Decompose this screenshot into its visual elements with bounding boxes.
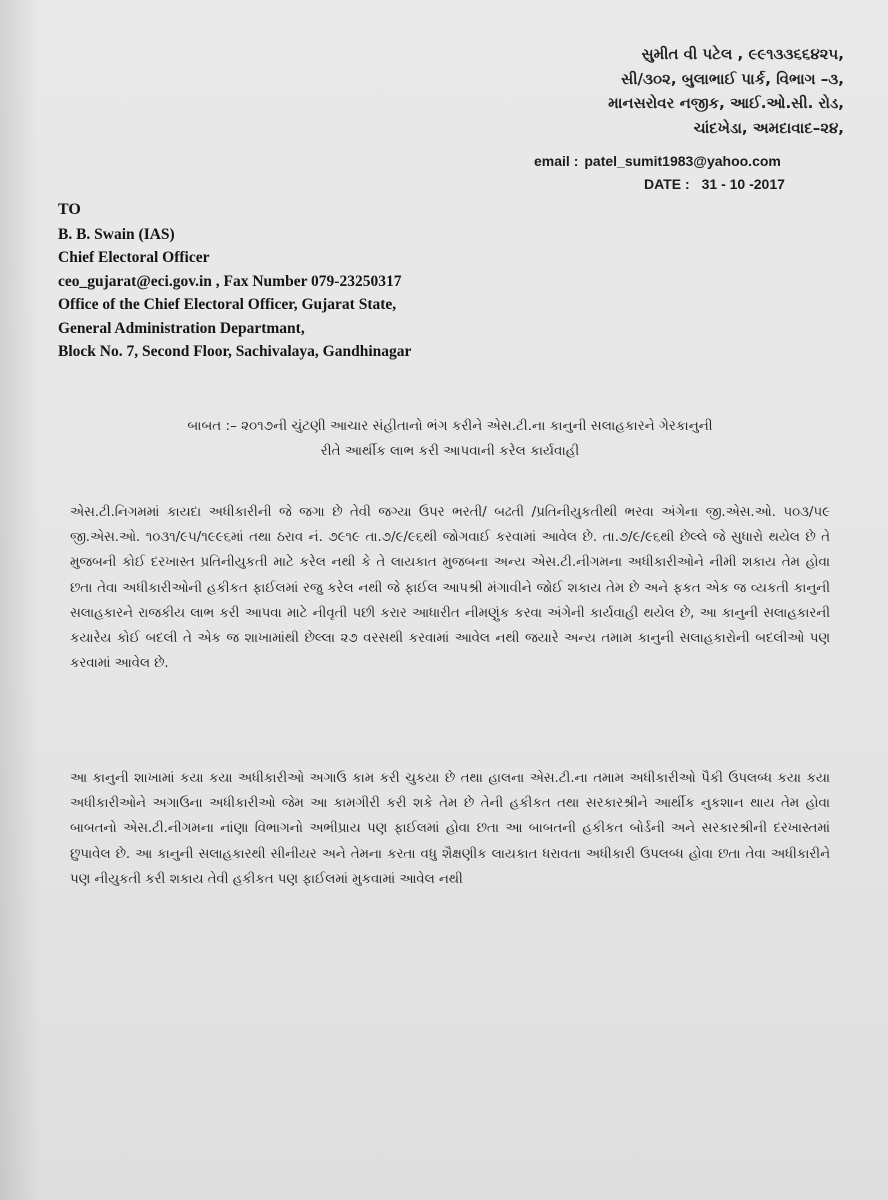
- letter-date-line: [644, 176, 785, 192]
- page-shadow: [0, 0, 40, 1200]
- recipient-block: [58, 198, 411, 364]
- recipient-office: Office of the Chief Electoral Officer, Gujarat State,: [58, 296, 397, 313]
- sender-address-line-1: સી/૩૦૨, બુલાભાઈ પાર્ક, વિભાગ –૩,: [621, 69, 844, 88]
- recipient-name: B. B. Swain (IAS): [58, 225, 175, 243]
- recipient-title: Chief Electoral Officer: [58, 249, 210, 266]
- recipient-address: Block No. 7, Second Floor, Sachivalaya, Gandhinagar: [58, 343, 412, 360]
- sender-address-line-3: ચાંદખેડા, અમદાવાદ–૨૪,: [693, 118, 844, 137]
- sender-email-line: [534, 153, 781, 169]
- body-paragraph-2: આ કાનુની શાખામાં કયા કયા અધીકારીઓ અગાઉ કામ કરી ચુકયા છે તથા હાલના એસ.ટી.ના તમામ અધીકારીઓ પૈકી ઉપલબ્ધ કયા કયા અધીકારીઓને અગાઉના અધીકારીઓ જેમ આ કામગીરી કરી શકે તેમ છે તેની હકીકત તથા સરકારશ્રીને આર્થીક નુકશાન થાય તેમ હોવા બાબતનો એસ.ટી.નીગમના નાંણા વિભાગનો અભીપ્રાય પણ ફાઈલમાં હોવા છતા આ બાબતની હકીકત બોર્ડની અને સરકારશ્રીની દરખાસ્તમાં છુપાવેલ છે. આ કાનુની સલાહકારથી સીનીયર અને તેમના કરતા વધુ શૈક્ષણીક લાયકાત ધરાવતા અધીકારી ઉપલબ્ધ હોવા છતા તેવા અધીકારીને પણ નીયુકતી કરી શકાય તેવી હકીકત પણ ફાઈલમાં મુકવામાં આવેલ નથી: [70, 771, 830, 887]
- sender-name-phone: સુમીત વી પટેલ , ૯૯૧૩૩૬૬૪૨૫,: [641, 45, 844, 63]
- subject-line-1: બાબત :– ૨૦૧૭ની ચુંટણી આચાર સંહીતાનો ભંગ કરીને એસ.ટી.ના કાનુની સલાહકારને ગેરકાનુની: [187, 418, 713, 434]
- subject-line-2: રીતે આર્થીક લાભ કરી આપવાની કરેલ કાર્યવાહી: [320, 443, 580, 459]
- email-label: email :: [534, 153, 579, 169]
- date-label: DATE :: [644, 176, 690, 192]
- recipient-department: General Administration Departmant,: [58, 319, 305, 337]
- recipient-contact: ceo_gujarat@eci.gov.in , Fax Number 079-23250317: [58, 272, 402, 290]
- body-paragraph-1: એસ.ટી.નિગમમાં કાયદા અધીકારીની જે જગા છે તેવી જગ્યા ઉપર ભરતી/ બઢતી /પ્રતિનીયુકતીથી ભરવા અંગેના જી.એસ.ઓ. ૫૦૩/૫૯ જી.એસ.ઓ. ૧૦૩૧/૯૫/૧૯૯૬માં તથા ઠરાવ નં. ૭૯૧૯ તા.૭/૯/૯૬થી જોગવાઈ કરવામાં આવેલ છે. તા.૭/૯/૯૬થી છેલ્લે જે સુધારો થયેલ છે તે મુજબની કોઈ દરખાસ્ત પ્રતિનીયુકતી માટે કરેલ નથી કે તે લાયકાત મુજબના અન્ય એસ.ટી.નીગમના અધીકારીઓને નીમી શકાય તેમ હોવા છતા તેવા અધીકારીઓની હકીકત ફાઈલમાં રજુ કરેલ નથી જે ફાઈલ આપશ્રી મંગાવીને જોઈ શકાય તેમ છે અને ફકત એક જ વ્યકતી કાનુની સલાહકારને રાજકીય લાભ કરી આપવા માટે નીવૃતી પછી કરાર આધારીત નીમણુંક કરવા અંગેની કાર્યવાહી થયેલ છે, આ કાનુની સલાહકારની કયારેય કોઈ બદલી તે એક જ શાખામાંથી છેલ્લા ૨૭ વરસથી કરવામાં આવેલ નથી જયારે અન્ય તમામ કાનુની સલાહકારોની બદલીઓ પણ કરવામાં આવેલ છે.: [70, 505, 830, 672]
- letter-subject: [60, 414, 840, 464]
- sender-email: patel_sumit1983@yahoo.com: [584, 153, 781, 169]
- to-label: TO: [58, 201, 81, 218]
- sender-address-line-2: માનસરોવર નજીક, આઈ.ઓ.સી. રોડ,: [608, 94, 844, 112]
- letter-date: 31 - 10 -2017: [701, 176, 785, 192]
- sender-address-block: [544, 42, 844, 140]
